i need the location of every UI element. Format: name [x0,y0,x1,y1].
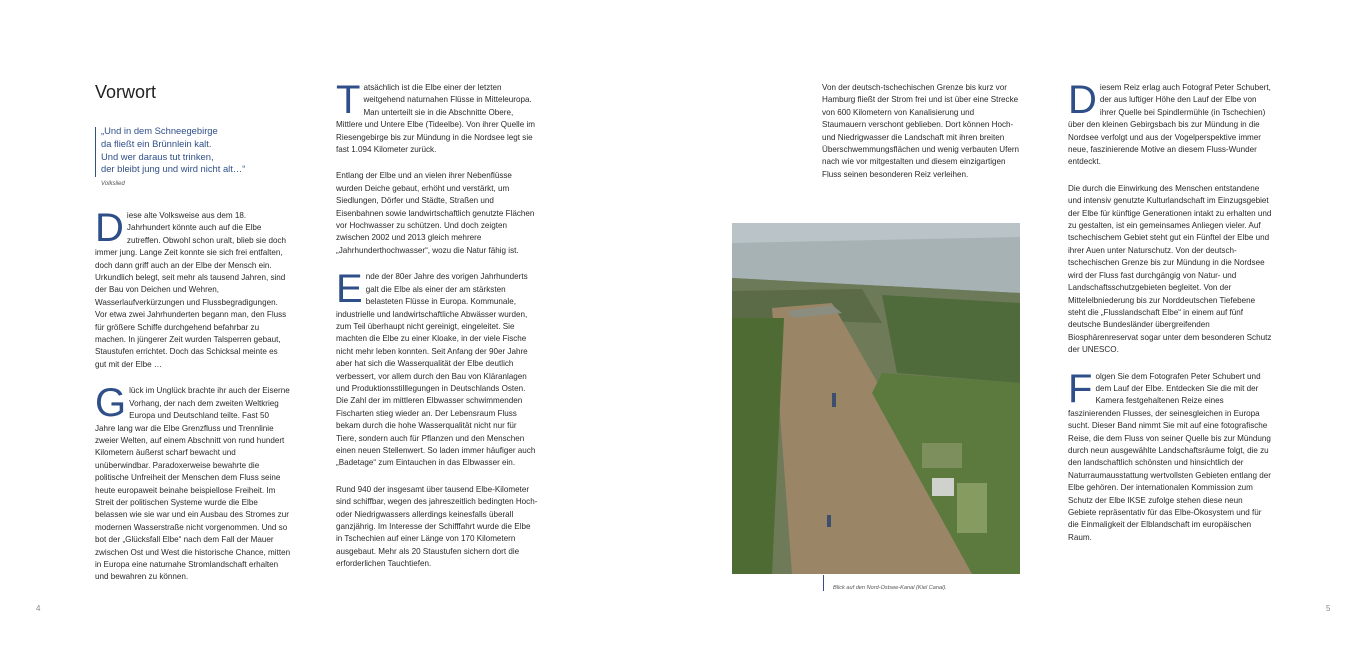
paragraph-text: lück im Unglück brachte ihr auch der Eiserne Vorhang, der nach dem zweiten Weltkrieg Europa und Deutschland teilte. Fast 50 Jahre lang war die Elbe Grenzfluss und Trennlinie zweier Welten, auf einem Abschnitt von rund hundert Kilometern äußerst scharf bewacht und unüberwindbar. Paradoxerweise bewahrte die politische Unfreiheit der Menschen dem Fluss seine heute europaweit beinahe beispiellose Freiheit. Im Streit der politischen Systeme wurde die Elbe belassen wie sie war und ein Ausbau des Stromes zur modernen Wasserstraße nicht vorgenommen. Und so bot der „Glücksfall Elbe“ nach dem Fall der Mauer zwischen Ost und West die historische Chance, mitten in Europa eine naturnahe Stromlandschaft erhalten und bewahren zu können. [95,386,291,582]
paragraph-text: Die durch die Einwirkung des Menschen entstandene und intensiv genutzte Kulturlandschaft im Einzugsgebiet der Elbe für künftige Generationen intakt zu erhalten und zu gestalten, ist ein gemeinsames Anliegen vieler. Auf tschechischem Gebiet steht gut ein Fünftel der Elbe und ihrer Auen unter Naturschutz. Von der deutsch-tschechischen Grenze bis zur Mündung in die Nordsee wird der Fluss fast durchgängig von Natur- und Landschaftsschutzgebieten begleitet. Von der Mittelelbniederung bis zur Norddeutschen Tiefebene steht die „Flusslandschaft Elbe“ in einem auf fünf deutsche Bundesländer übergreifenden Biosphärenreservat sogar unter dem besonderen Schutz der UNESCO. [1068,183,1272,355]
quote-bar [95,127,96,177]
quote-line: Und wer daraus tut trinken, [101,150,214,162]
paragraph-text: nde der 80er Jahre des vorigen Jahrhunderts galt die Elbe als einer der am stärksten belasteten Flüsse in Europa. Kommunale, industrielle und landwirtschaftliche Abwässer wurden, zum Teil überhaupt nicht gereinigt, eingeleitet. Sie machten die Elbe zu einer Kloake, in der viele Fische nicht mehr leben konnten. Seit Anfang der 90er Jahre aber hat sich die Wasserqualität der Elbe deutlich verbessert, vor allem durch den Bau von Kläranlagen und Produktionsstilllegungen in Deutschlands Osten. Die Zahl der im mittleren Elbwasser schwimmenden Fischarten stieg wieder an. Der Lebensraum Fluss bekam durch die hohe Wasserqualität nicht nur für Tiere, sondern auch für Pflanzen und den Menschen einen neuen Stellenwert. So laden immer häufiger auch „Badetage“ zum Eintauchen in das Elbwasser ein. [336,272,536,468]
drop-cap: D [1068,78,1097,122]
caption-bar [823,575,824,591]
paragraph [822,82,1020,181]
paragraph [1068,183,1272,357]
page-number-right: 5 [1326,604,1331,613]
quote-line: da fließt ein Brünnlein kalt. [101,137,212,149]
drop-cap: E [336,267,363,312]
quote-line: „Und in dem Schneegebirge [101,125,218,136]
paragraph-text: iese alte Volksweise aus dem 18. Jahrhundert könnte auch auf die Elbe zutreffen. Obwohl schon uralt, blieb sie doch immer jung. Lange Zeit konnte sie sich frei entfalten, doch dann griff auch an der Elbe der Mensch ein. Urkundlich belegt, seit mehr als tausend Jahren, sind der Bau von Deichen und Wehren, Wasserlaufverkürzungen und Flussbegradigungen. Vor etwa zwei Jahrhunderten begann man, den Fluss für größere Schiffe durchgehend befahrbar zu machen. In jüngerer Zeit wurden Talsperren gebaut, Staustufen errichtet. Doch das Schicksal meinte es gut mit der Elbe … [95,211,287,369]
text-column-3 [822,82,1020,195]
drop-cap: D [95,206,124,250]
paragraph-text: Von der deutsch-tschechischen Grenze bis kurz vor Hamburg fließt der Strom frei und ist über eine Strecke von 600 Kilometern von Kanalisierung und Staumauern verschont geblieben. Dort können Hoch- und Niedrigwasser die Landschaft mit ihren breiten Überschwemmungsflächen und wenig verbauten Ufern nach wie vor mitgestalten und diesem einzigartigen Fluss seinen besonderen Reiz verleihen. [822,83,1020,179]
paragraph [95,206,291,371]
paragraph [1068,366,1272,545]
epigraph-quote [101,125,245,191]
drop-cap: T [336,78,361,122]
drop-cap: F [1068,366,1093,411]
paragraph [336,170,538,257]
text-column-4 [1068,78,1272,558]
paragraph [336,78,538,156]
paragraph [95,381,291,584]
paragraph [336,484,538,571]
aerial-photo-kiel-canal [732,223,1020,574]
quote-source: Volkslied [101,181,125,188]
aerial-photo-illustration [732,223,1020,574]
paragraph-text: iesem Reiz erlag auch Fotograf Peter Schubert, der aus luftiger Höhe den Lauf der Elbe von ihrer Quelle bei Spindlermühle (in Tschechien) über den kleinen Gebirgsbach bis zur Mündung in die Nordsee verfolgt und aus der Vogelperspektive immer neue, faszinierende Motive an diesem Fluss-Wunder entdeckt. [1068,83,1271,167]
photo-caption: Blick auf den Nord-Ostsee-Kanal (Kiel Canal). [833,585,947,591]
paragraph-text: atsächlich ist die Elbe einer der letzten weitgehend naturnahen Flüsse in Mitteleuropa. Man unterteilt sie in die Abschnitte Obere, Mittlere und Untere Elbe (Tideelbe). Von ihrer Quelle im Riesengebirge bis zur Mündung in die Nordsee legt sie fast 1.094 Kilometer zurück. [336,83,535,155]
paragraph-text: Entlang der Elbe und an vielen ihrer Nebenflüsse wurden Deiche gebaut, erhöht und verstärkt, um Siedlungen, Dörfer und Städte, Straßen und Eisenbahnen sowie landwirtschaftlich genutzte Flächen vor Hochwasser zu schützen. Und doch zeigten zwischen 2002 und 2013 gleich mehrere „Jahrhunderthochwasser“, wozu die Natur fähig ist. [336,171,535,255]
paragraph [1068,78,1272,169]
text-column-1 [95,206,291,598]
page-title: Vorwort [95,82,157,102]
paragraph-text: olgen Sie dem Fotografen Peter Schubert und dem Lauf der Elbe. Entdecken Sie die mit der Kamera festgehaltenen Reize eines faszinierenden Flusses, der seinesgleichen in Europa sucht. Dieser Band nimmt Sie mit auf eine fotografische Reise, die dem Fluss von seiner Quelle bis zur Mündung durch neun ausgewählte Landschaftsräume folgt, die zu den landschaftlich schönsten und hinsichtlich der Naturraumausstattung wertvollsten Gebieten entlang der Elbe gehören. Der internationalen Kommission zum Schutz der Elbe IKSE zufolge stehen diese neun Gebiete repräsentativ für das Elbe-Ökosystem und für die Einmaligkeit der Elblandschaft im europäischen Raum. [1068,371,1271,542]
text-column-2 [336,78,538,585]
quote-line: der bleibt jung und wird nicht alt…“ [101,163,246,175]
paragraph-text: Rund 940 der insgesamt über tausend Elbe-Kilometer sind schiffbar, wegen des jahreszeitlich bedingten Hoch- oder Niedrigwassers allerdings keinesfalls überall ganzjährig. Im Interesse der Schifffahrt wurde die Elbe in Tschechien auf einer Länge von 170 Kilometern ausgebaut. Mehr als 20 Staustufen sichern dort die erforderlichen Tauchtiefen. [336,484,538,569]
drop-cap: G [95,381,127,426]
paragraph [336,267,538,470]
page-number-left: 4 [36,604,41,613]
